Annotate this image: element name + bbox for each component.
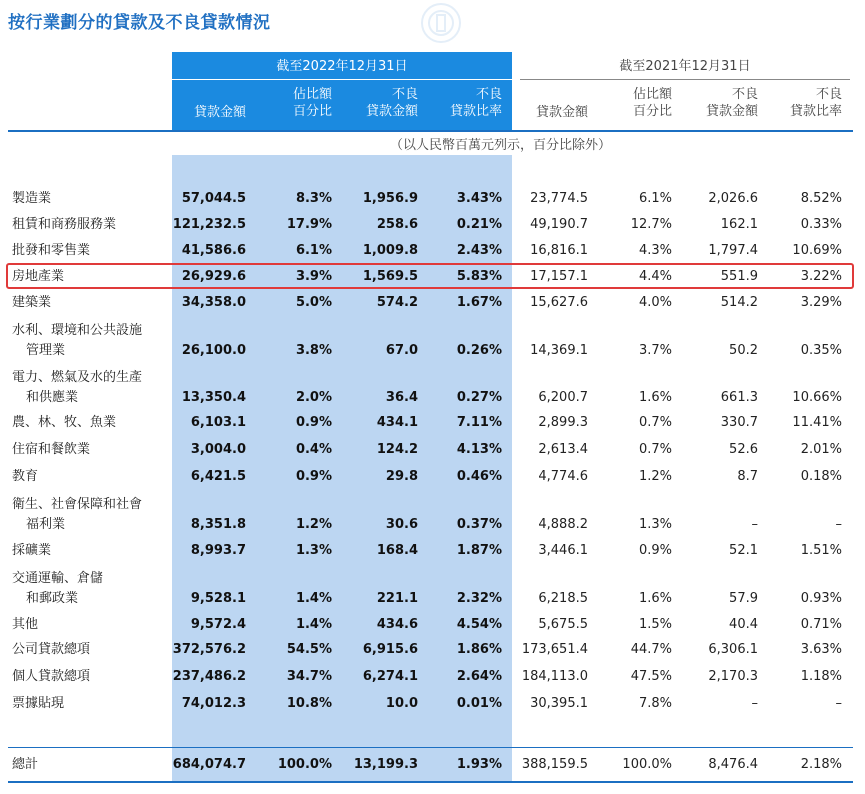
table-cell: 551.9 <box>720 269 758 284</box>
table-cell: 11.41% <box>792 415 842 430</box>
table-cell: 3.7% <box>638 343 672 358</box>
col-header-npl-2022: 不良 貸款金額 <box>365 87 418 119</box>
row-label: 和郵政業 <box>26 591 79 606</box>
total-cell: 13,199.3 <box>353 757 418 772</box>
table-cell: 1,569.5 <box>362 269 418 284</box>
table-cell: 30,395.1 <box>530 696 588 711</box>
row-label: 和供應業 <box>26 390 79 405</box>
row-label: 交通運輸、倉儲 <box>12 571 104 586</box>
table-cell: 23,774.5 <box>530 191 588 206</box>
table-cell: 168.4 <box>376 543 418 558</box>
table-cell: 12.7% <box>630 217 672 232</box>
total-cell: 2.18% <box>800 757 842 772</box>
table-cell: 5.0% <box>295 295 332 310</box>
col-header-loan-2022: 貸款金額 <box>193 105 246 120</box>
table-cell: 47.5% <box>630 669 672 684</box>
row-label: 福利業 <box>26 517 66 532</box>
table-cell: 4,888.2 <box>538 517 588 532</box>
total-cell: 684,074.7 <box>172 757 246 772</box>
table-cell: 2.01% <box>800 442 842 457</box>
table-cell: 6,915.6 <box>362 642 418 657</box>
table-cell: 0.9% <box>295 415 332 430</box>
watermark-logo-icon <box>420 2 462 44</box>
table-cell: 3.63% <box>800 642 842 657</box>
table-cell: 1,009.8 <box>362 243 418 258</box>
table-cell: 5,675.5 <box>538 617 588 632</box>
table-cell: 4.4% <box>638 269 672 284</box>
table-cell: 16,816.1 <box>530 243 588 258</box>
table-cell: 7.11% <box>456 415 502 430</box>
table-cell: 6,103.1 <box>190 415 246 430</box>
table-cell: 1,797.4 <box>708 243 758 258</box>
table-cell: 1.2% <box>295 517 332 532</box>
table-cell: 0.37% <box>456 517 502 532</box>
table-cell: 1.51% <box>800 543 842 558</box>
table-cell: 7.8% <box>638 696 672 711</box>
total-cell: 100.0% <box>277 757 332 772</box>
col-header-npl-2021: 不良 貸款金額 <box>705 87 758 119</box>
table-cell: 67.0 <box>385 343 418 358</box>
table-cell: 124.2 <box>376 442 418 457</box>
table-cell: 6.1% <box>638 191 672 206</box>
table-cell: 3.22% <box>800 269 842 284</box>
row-label: 教育 <box>12 469 39 484</box>
table-cell: 57,044.5 <box>181 191 246 206</box>
table-cell: 1.18% <box>800 669 842 684</box>
table-cell: 2,613.4 <box>538 442 588 457</box>
table-cell: – <box>835 696 842 711</box>
table-cell: 0.01% <box>456 696 502 711</box>
table-cell: 1.6% <box>638 591 672 606</box>
row-label: 水利、環境和公共設施 <box>12 323 143 338</box>
col-header-loan-2021: 貸款金額 <box>535 105 588 120</box>
bottom-rule <box>8 781 853 783</box>
table-cell: 1.67% <box>456 295 502 310</box>
unit-note: （以人民幣百萬元列示，百分比除外） <box>390 138 612 153</box>
row-label: 建築業 <box>12 295 52 310</box>
table-cell: – <box>835 517 842 532</box>
table-cell: 0.9% <box>295 469 332 484</box>
table-cell: 54.5% <box>286 642 332 657</box>
table-cell: 434.1 <box>376 415 418 430</box>
table-cell: 34.7% <box>286 669 332 684</box>
total-cell: 1.93% <box>456 757 502 772</box>
table-cell: 330.7 <box>720 415 758 430</box>
row-label: 公司貸款總項 <box>12 642 91 657</box>
table-cell: 4.0% <box>638 295 672 310</box>
table-cell: 8,993.7 <box>190 543 246 558</box>
table-cell: 29.8 <box>385 469 418 484</box>
row-label: 電力、燃氣及水的生產 <box>12 370 143 385</box>
table-cell: 17.9% <box>286 217 332 232</box>
highlight-box-real-estate <box>6 263 854 289</box>
table-cell: 10.8% <box>286 696 332 711</box>
row-label: 採礦業 <box>12 543 52 558</box>
table-cell: 0.33% <box>800 217 842 232</box>
table-cell: 26,100.0 <box>181 343 246 358</box>
table-cell: 26,929.6 <box>181 269 246 284</box>
row-label: 製造業 <box>12 191 52 206</box>
table-cell: 1.6% <box>638 390 672 405</box>
table-cell: 1.3% <box>638 517 672 532</box>
table-cell: 44.7% <box>630 642 672 657</box>
table-cell: 40.4 <box>729 617 758 632</box>
table-cell: 34,358.0 <box>181 295 246 310</box>
table-cell: 2.0% <box>295 390 332 405</box>
group-rule-2021 <box>520 79 850 80</box>
total-label: 總計 <box>12 757 39 772</box>
table-cell: 6,218.5 <box>538 591 588 606</box>
table-cell: 3,004.0 <box>190 442 246 457</box>
table-cell: 9,528.1 <box>190 591 246 606</box>
table-cell: 0.21% <box>456 217 502 232</box>
header-rule <box>8 130 853 132</box>
table-cell: 3.9% <box>295 269 332 284</box>
table-cell: 1.4% <box>295 591 332 606</box>
table-cell: 30.6 <box>385 517 418 532</box>
table-cell: 52.6 <box>729 442 758 457</box>
table-cell: 4.54% <box>456 617 502 632</box>
row-label: 管理業 <box>26 343 66 358</box>
group-header-2021: 截至2021年12月31日 <box>619 59 751 74</box>
table-cell: 14,369.1 <box>530 343 588 358</box>
row-label: 租賃和商務服務業 <box>12 217 117 232</box>
table-cell: 2,026.6 <box>708 191 758 206</box>
table-cell: 1.87% <box>456 543 502 558</box>
table-cell: 57.9 <box>729 591 758 606</box>
table-cell: 372,576.2 <box>172 642 246 657</box>
row-label: 其他 <box>12 617 39 632</box>
table-cell: 0.46% <box>456 469 502 484</box>
table-cell: 2,899.3 <box>538 415 588 430</box>
table-cell: 4.13% <box>456 442 502 457</box>
table-cell: 3.8% <box>295 343 332 358</box>
table-cell: 10.66% <box>792 390 842 405</box>
table-cell: 0.27% <box>456 390 502 405</box>
table-cell: 1.4% <box>295 617 332 632</box>
table-cell: – <box>751 696 758 711</box>
table-cell: 50.2 <box>729 343 758 358</box>
table-cell: 514.2 <box>720 295 758 310</box>
total-cell: 100.0% <box>622 757 672 772</box>
table-cell: – <box>751 517 758 532</box>
table-cell: 1.2% <box>638 469 672 484</box>
table-cell: 36.4 <box>385 390 418 405</box>
table-cell: 0.71% <box>800 617 842 632</box>
table-cell: 52.1 <box>729 543 758 558</box>
row-label: 批發和零售業 <box>12 243 91 258</box>
table-cell: 661.3 <box>720 390 758 405</box>
table-cell: 434.6 <box>376 617 418 632</box>
col-header-share-2021: 佔比額 百分比 <box>632 87 672 119</box>
table-cell: 49,190.7 <box>530 217 588 232</box>
table-cell: 2.32% <box>456 591 502 606</box>
table-cell: 0.18% <box>800 469 842 484</box>
group-header-2022: 截至2022年12月31日 <box>276 59 408 74</box>
table-cell: 162.1 <box>720 217 758 232</box>
table-cell: 8.3% <box>295 191 332 206</box>
table-cell: 0.7% <box>638 442 672 457</box>
table-cell: 0.26% <box>456 343 502 358</box>
table-cell: 8,351.8 <box>190 517 246 532</box>
table-cell: 1,956.9 <box>362 191 418 206</box>
table-cell: 6,421.5 <box>190 469 246 484</box>
table-cell: 17,157.1 <box>530 269 588 284</box>
col-header-share-2022: 佔比額 百分比 <box>292 87 332 119</box>
row-label: 衛生、社會保障和社會 <box>12 497 143 512</box>
page-title: 按行業劃分的貸款及不良貸款情況 <box>8 13 271 33</box>
table-cell: 15,627.6 <box>530 295 588 310</box>
total-cell: 8,476.4 <box>708 757 758 772</box>
row-label: 票據貼現 <box>12 696 65 711</box>
total-cell: 388,159.5 <box>521 757 588 772</box>
table-cell: 6,274.1 <box>362 669 418 684</box>
table-cell: 0.93% <box>800 591 842 606</box>
total-rule <box>8 747 853 748</box>
table-cell: 121,232.5 <box>172 217 246 232</box>
table-cell: 4,774.6 <box>538 469 588 484</box>
table-cell: 2.43% <box>456 243 502 258</box>
group-rule-2022 <box>172 79 512 80</box>
table-cell: 221.1 <box>376 591 418 606</box>
col-header-ratio-2021: 不良 貸款比率 <box>789 87 842 119</box>
row-label: 農、林、牧、魚業 <box>12 415 117 430</box>
table-cell: 574.2 <box>376 295 418 310</box>
table-cell: 6,200.7 <box>538 390 588 405</box>
table-cell: 74,012.3 <box>181 696 246 711</box>
table-cell: 5.83% <box>456 269 502 284</box>
table-cell: 173,651.4 <box>521 642 588 657</box>
col-header-ratio-2022: 不良 貸款比率 <box>449 87 502 119</box>
table-cell: 0.4% <box>295 442 332 457</box>
table-cell: 6,306.1 <box>708 642 758 657</box>
row-label: 住宿和餐飲業 <box>12 442 91 457</box>
table-cell: 3.43% <box>456 191 502 206</box>
table-cell: 8.52% <box>800 191 842 206</box>
table-cell: 8.7 <box>737 469 758 484</box>
table-cell: 2,170.3 <box>708 669 758 684</box>
table-cell: 1.3% <box>295 543 332 558</box>
row-label: 個人貸款總項 <box>12 669 91 684</box>
table-cell: 9,572.4 <box>190 617 246 632</box>
table-cell: 1.5% <box>638 617 672 632</box>
table-cell: 13,350.4 <box>181 390 246 405</box>
table-cell: 1.86% <box>456 642 502 657</box>
table-cell: 0.9% <box>638 543 672 558</box>
table-cell: 0.7% <box>638 415 672 430</box>
table-cell: 4.3% <box>638 243 672 258</box>
table-cell: 184,113.0 <box>521 669 588 684</box>
table-cell: 10.69% <box>792 243 842 258</box>
table-cell: 258.6 <box>376 217 418 232</box>
table-cell: 0.35% <box>800 343 842 358</box>
table-cell: 3.29% <box>800 295 842 310</box>
table-cell: 2.64% <box>456 669 502 684</box>
row-label: 房地產業 <box>12 269 65 284</box>
table-cell: 10.0 <box>385 696 418 711</box>
table-cell: 41,586.6 <box>181 243 246 258</box>
table-cell: 237,486.2 <box>172 669 246 684</box>
table-cell: 6.1% <box>295 243 332 258</box>
table-cell: 3,446.1 <box>538 543 588 558</box>
